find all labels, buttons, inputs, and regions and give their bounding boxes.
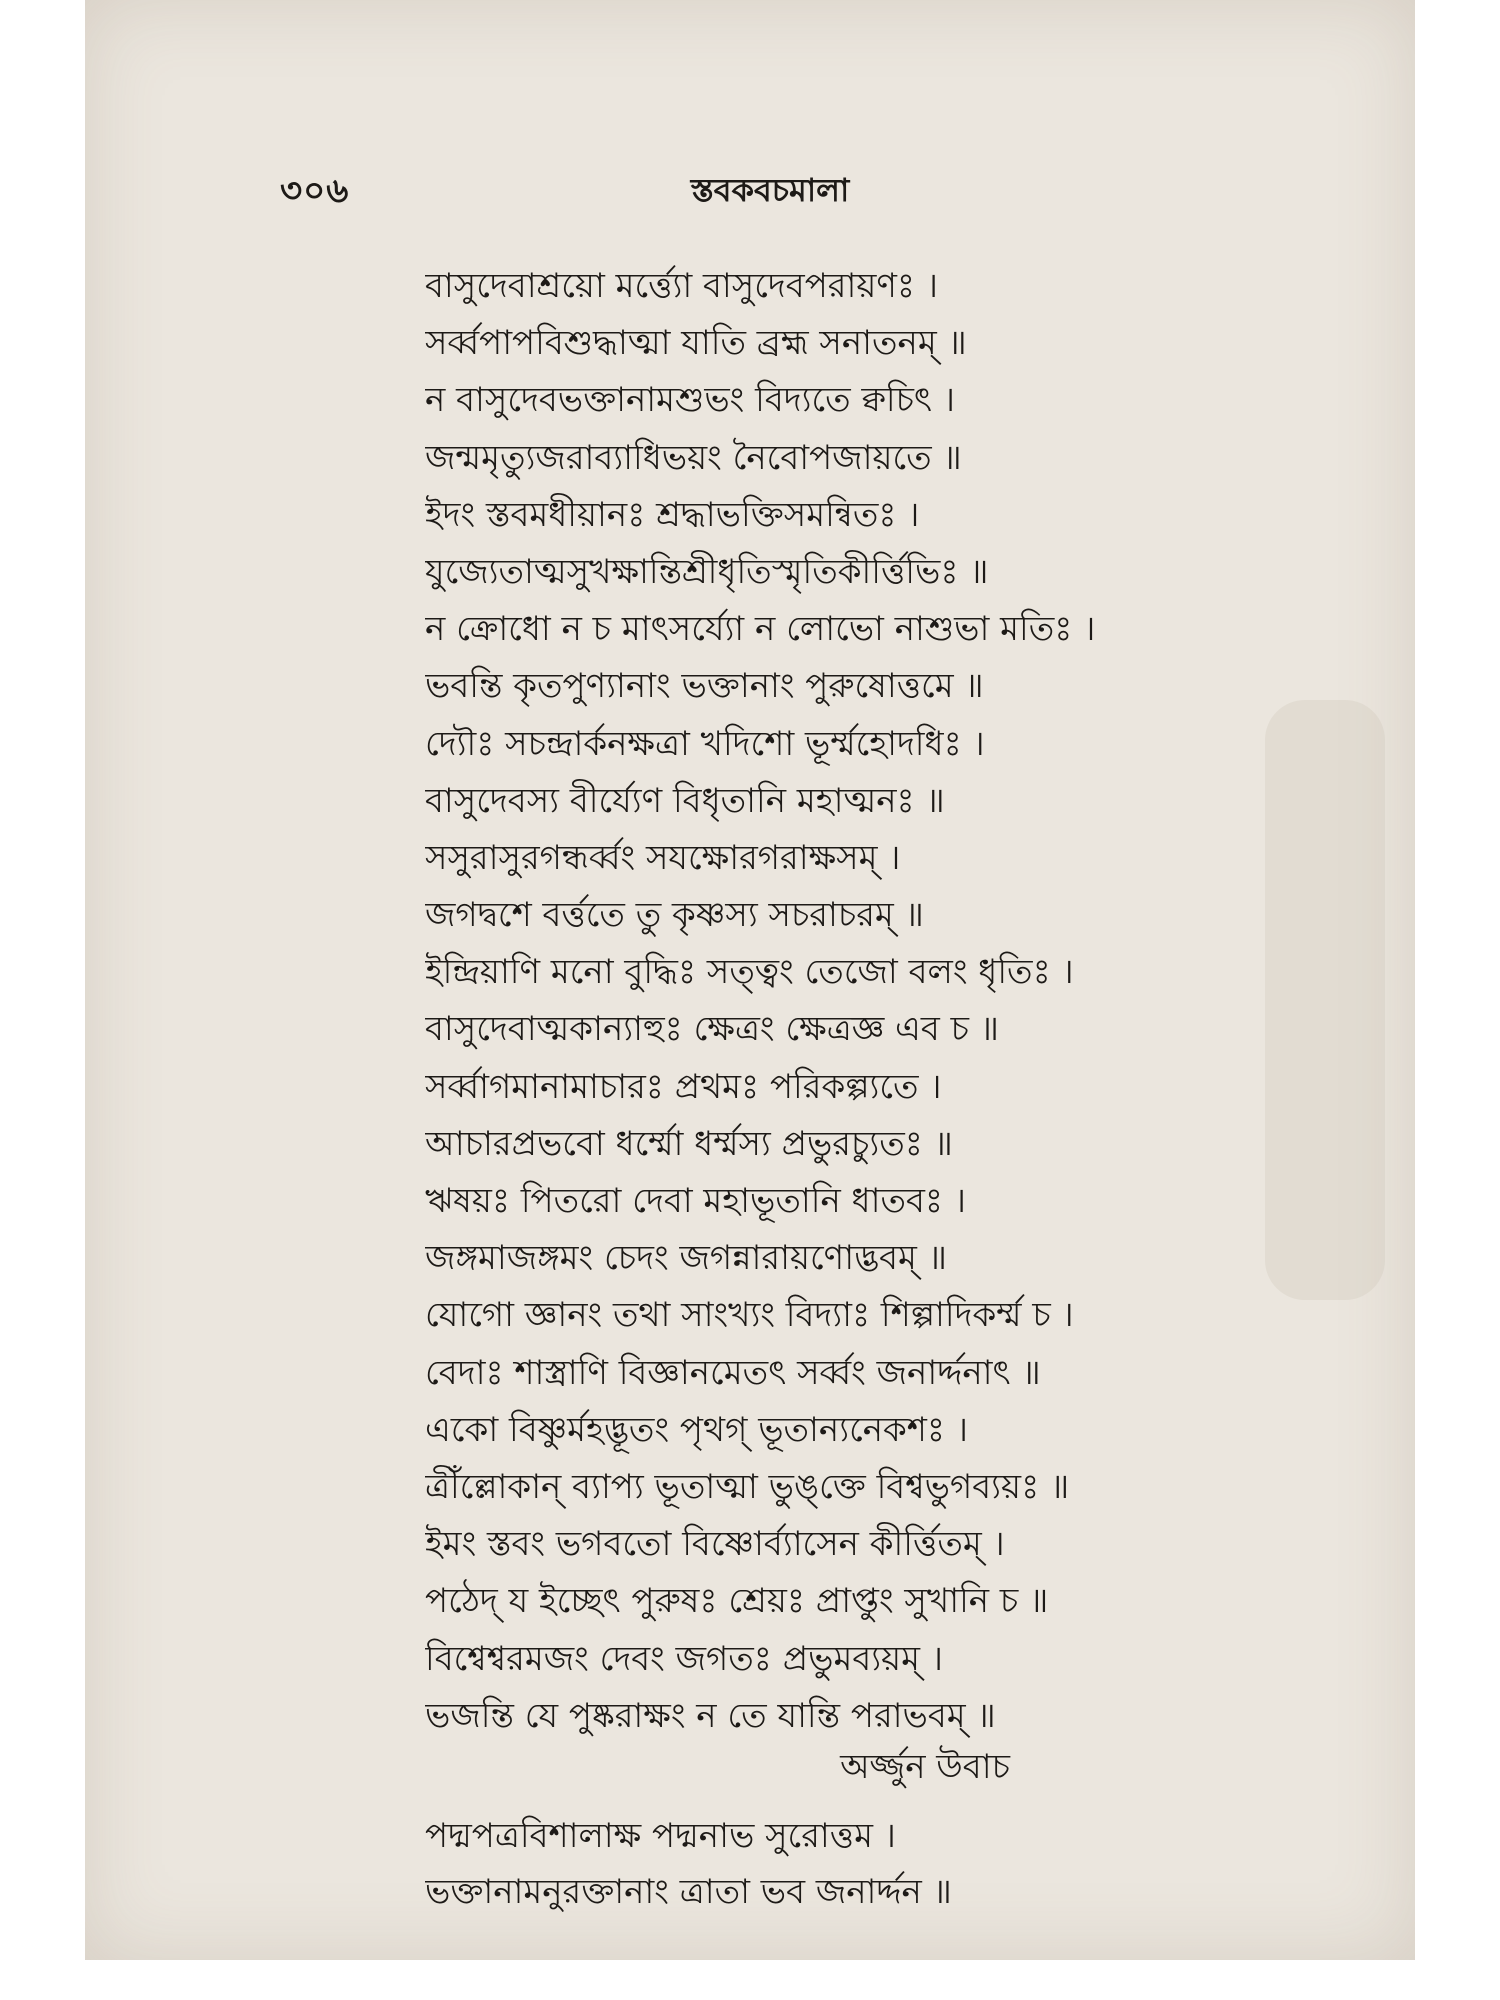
page-number: ৩০৬	[280, 171, 350, 211]
verse-line: জগদ্বশে বর্ত্ততে তু কৃষ্ণস্য সচরাচরম্ ॥	[425, 895, 924, 936]
verse-line: পঠেদ্ য ইচ্ছেৎ পুরুষঃ শ্রেয়ঃ প্রাপ্তুং সুখানি চ ॥	[425, 1581, 1049, 1622]
verse-block-after-heading	[425, 1808, 1385, 1920]
verse-line: সর্ব্বপাপবিশুদ্ধাত্মা যাতি ব্রহ্ম সনাতনম্ ॥	[425, 323, 967, 364]
verse-line: সর্ব্বাগমানামাচারঃ প্রথমঃ পরিকল্প্যতে ।	[425, 1066, 942, 1107]
speaker-heading: অর্জ্জুন উবাচ	[840, 1747, 1010, 1787]
verse-line: ভবন্তি কৃতপুণ্যানাং ভক্তানাং পুরুষোত্তমে ॥	[425, 666, 984, 707]
verse-line: বাসুদেবাশ্রয়ো মর্ত্ত্যো বাসুদেবপরায়ণঃ ।	[425, 266, 939, 306]
verse-line: জঙ্গমাজঙ্গমং চেদং জগন্নারায়ণোদ্ভবম্ ॥	[425, 1238, 947, 1279]
verse-line: বাসুদেবস্য বীর্য্যেণ বিধৃতানি মহাত্মনঃ ॥	[425, 780, 945, 821]
verse-line: একো বিষ্ণুর্মহদ্ভূতং পৃথগ্ ভূতান্যনেকশঃ ।	[425, 1409, 969, 1450]
verse-line: আচারপ্রভবো ধর্ম্মো ধর্ম্মস্য প্রভুরচ্যুতঃ ॥	[425, 1123, 953, 1164]
verse-line: ঋষয়ঃ পিতরো দেবা মহাভূতানি ধাতবঃ ।	[425, 1181, 967, 1221]
verse-line: ভক্তানামনুরক্তানাং ত্রাতা ভব জনার্দ্দন ॥	[425, 1872, 952, 1912]
verse-line: পদ্মপত্রবিশালাক্ষ পদ্মনাভ সুরোত্তম ।	[425, 1816, 896, 1856]
verse-line: ভজন্তি যে পুষ্করাক্ষং ন তে যান্তি পরাভবম্ ॥	[425, 1695, 996, 1736]
book-page	[85, 0, 1415, 1960]
verse-line: ন ক্রোধো ন চ মাৎসর্য্যো ন লোভো নাশুভা মতিঃ ।	[425, 609, 1096, 650]
verse-line: ইদং স্তবমধীয়ানঃ শ্রদ্ধাভক্তিসমন্বিতঃ ।	[425, 494, 920, 535]
verse-line: জন্মমৃত্যুজরাব্যাধিভয়ং নৈবোপজায়তে ॥	[425, 437, 962, 478]
verse-line: যুজ্যেতাত্মসুখক্ষান্তিশ্রীধৃতিস্মৃতিকীর্ত্তিভিঃ ॥	[425, 551, 989, 592]
verse-line: বাসুদেবাত্মকান্যাহুঃ ক্ষেত্রং ক্ষেত্রজ্ঞ এব চ ॥	[425, 1009, 1000, 1050]
verse-line: ন বাসুদেবভক্তানামশুভং বিদ্যতে ক্বচিৎ ।	[425, 380, 956, 421]
verse-line: ত্রীঁল্লোকান্ ব্যাপ্য ভূতাত্মা ভুঙ্‌ক্তে বিশ্বভুগব্যয়ঃ ॥	[425, 1466, 1070, 1507]
running-title: স্তবকবচমালা	[690, 171, 850, 209]
verse-line: যোগো জ্ঞানং তথা সাংখ্যং বিদ্যাঃ শিল্পাদিকর্ম্ম চ ।	[425, 1295, 1074, 1336]
verse-line: বিশ্বেশ্বরমজং দেবং জগতঃ প্রভুমব্যয়ম্ ।	[425, 1638, 943, 1679]
verse-block	[425, 258, 1385, 1745]
verse-line: ইন্দ্রিয়াণি মনো বুদ্ধিঃ সত্ত্বং তেজো বলং ধৃতিঃ ।	[425, 952, 1074, 993]
verse-line: দ্যৌঃ সচন্দ্রার্কনক্ষত্রা খদিশো ভূর্ম্মহোদধিঃ ।	[425, 723, 985, 764]
verse-line: বেদাঃ শাস্ত্রাণি বিজ্ঞানমেতৎ সর্ব্বং জনার্দ্দনাৎ ॥	[425, 1352, 1041, 1393]
verse-line: সসুরাসুরগন্ধর্ব্বং সযক্ষোরগরাক্ষসম্ ।	[425, 837, 901, 878]
verse-line: ইমং স্তবং ভগবতো বিষ্ণোর্ব্যাসেন কীর্ত্তিতম্ ।	[425, 1524, 1005, 1565]
